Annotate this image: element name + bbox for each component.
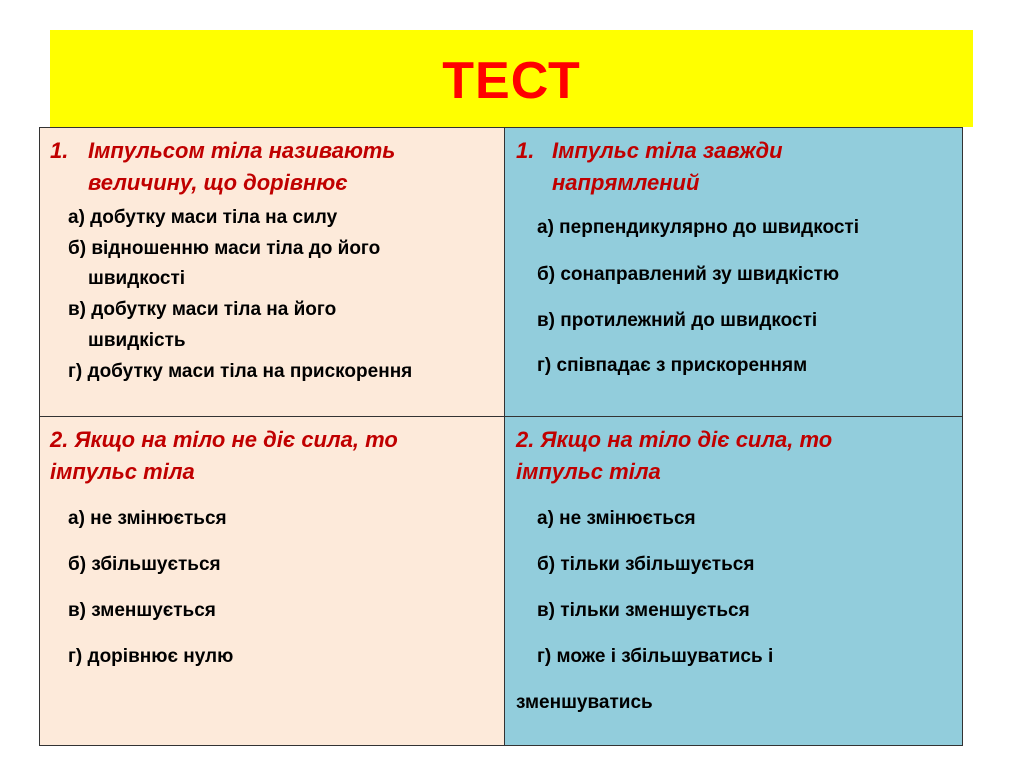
question-text-line1: Імпульс тіла завжди xyxy=(552,138,783,163)
answer-option: в) протилежний до швидкості xyxy=(537,310,818,331)
answer-option: б) тільки збільшується xyxy=(537,554,755,575)
question-2-right xyxy=(516,424,832,488)
answer-option: б) відношенню маси тіла до його xyxy=(68,238,381,259)
answer-option-continuation: швидкість xyxy=(88,330,186,351)
answer-option: б) збільшується xyxy=(68,554,221,575)
answer-option: а) не змінюється xyxy=(68,508,227,529)
question-text-line1: 2. Якщо на тіло діє сила, то xyxy=(516,427,833,452)
answer-option: г) співпадає з прискоренням xyxy=(537,355,808,376)
question-text-line1: Імпульсом тіла називають xyxy=(88,138,396,163)
answer-option: а) перпендикулярно до швидкості xyxy=(537,217,859,238)
page-title: ТЕСТ xyxy=(442,51,581,110)
question-number: 1. xyxy=(50,138,69,163)
answer-option: в) тільки зменшується xyxy=(537,600,750,621)
question-text-line2: напрямлений xyxy=(552,170,700,195)
question-text-line1: 2. Якщо на тіло не діє сила, то xyxy=(50,427,398,452)
answer-option: в) зменшується xyxy=(68,600,216,621)
question-text-line2: імпульс тіла xyxy=(516,459,661,484)
answer-option: а) не змінюється xyxy=(537,508,696,529)
question-text-line2: величину, що дорівнює xyxy=(88,170,348,195)
answer-option: а) добутку маси тіла на силу xyxy=(68,207,338,228)
question-2-left xyxy=(50,424,398,488)
title-banner xyxy=(50,30,973,127)
answer-option: г) дорівнює нулю xyxy=(68,646,234,667)
answer-option: г) добутку маси тіла на прискорення xyxy=(68,361,413,382)
question-number: 1. xyxy=(516,138,535,163)
answer-option: в) добутку маси тіла на його xyxy=(68,299,337,320)
question-text-line2: імпульс тіла xyxy=(50,459,195,484)
answer-option-continuation: швидкості xyxy=(88,268,186,289)
answer-option: г) може і збільшуватись і xyxy=(537,646,774,667)
answer-option: б) сонаправлений зу швидкістю xyxy=(537,264,840,285)
answer-option-continuation: зменшуватись xyxy=(516,692,653,713)
